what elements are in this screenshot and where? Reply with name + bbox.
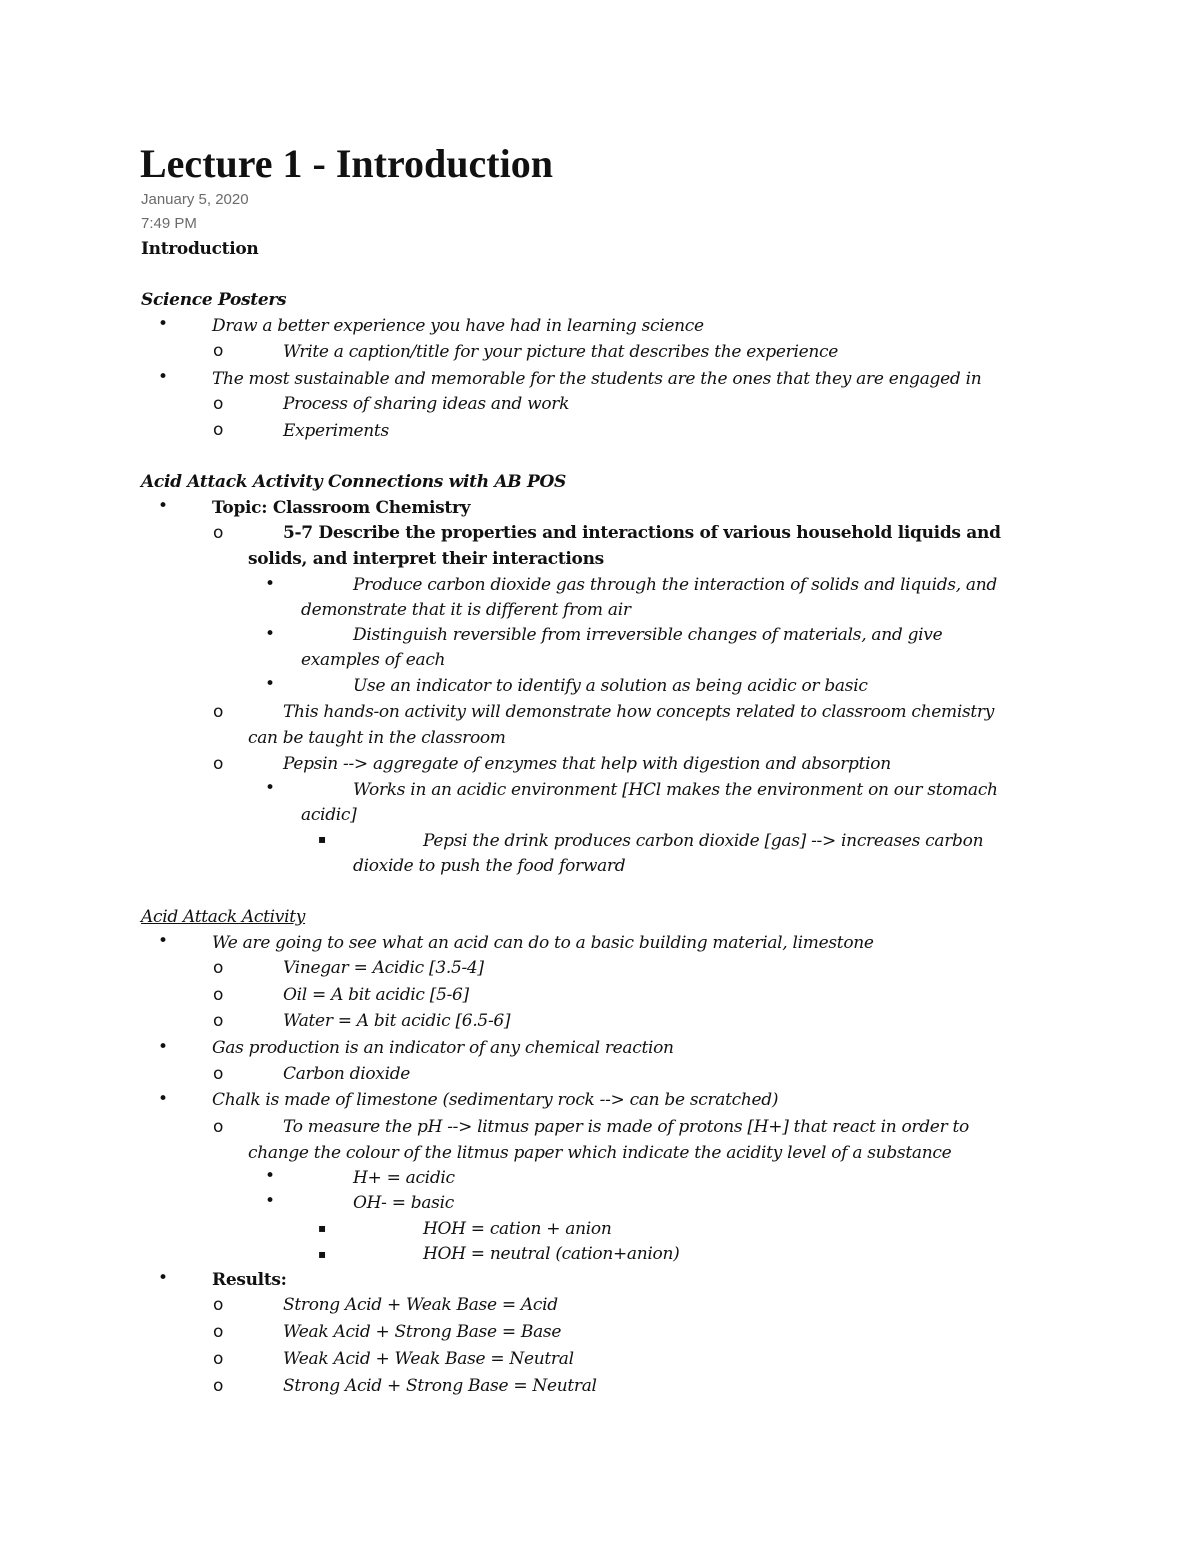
section-heading-acid-attack-activity: Acid Attack Activity (141, 907, 306, 927)
list-item: Pepsi the drink produces carbon dioxide [gas] --> increases carbon (423, 831, 984, 851)
list-item-continuation: acidic] (301, 805, 357, 825)
disc-bullet-icon: • (158, 1268, 169, 1288)
circle-bullet-icon: o (213, 394, 224, 414)
square-bullet-icon: ▪ (318, 832, 327, 846)
list-item-continuation: examples of each (301, 650, 446, 670)
list-item: Use an indicator to identify a solution as being acidic or basic (353, 676, 868, 696)
list-item: Draw a better experience you have had in learning science (212, 316, 704, 336)
list-item: 5-7 Describe the properties and interactions of various household liquids and (283, 523, 1001, 543)
list-item: HOH = cation + anion (423, 1219, 612, 1239)
list-item: Carbon dioxide (283, 1064, 411, 1084)
disc-bullet-icon: • (265, 1191, 276, 1211)
list-item: Distinguish reversible from irreversible changes of materials, and give (353, 625, 943, 645)
disc-bullet-icon: • (158, 496, 169, 516)
page-date: January 5, 2020 (141, 191, 249, 208)
list-item: OH- = basic (353, 1193, 454, 1213)
list-item: This hands-on activity will demonstrate how concepts related to classroom chemistry (283, 702, 995, 722)
list-item: Water = A bit acidic [6.5-6] (283, 1011, 511, 1031)
circle-bullet-icon: o (213, 1295, 224, 1315)
circle-bullet-icon: o (213, 1349, 224, 1369)
circle-bullet-icon: o (213, 341, 224, 361)
page-title: Lecture 1 - Introduction (140, 141, 553, 186)
list-item: Pepsin --> aggregate of enzymes that help with digestion and absorption (283, 754, 891, 774)
list-item: Strong Acid + Strong Base = Neutral (283, 1376, 597, 1396)
list-item-continuation: change the colour of the litmus paper which indicate the acidity level of a substance (248, 1143, 952, 1163)
disc-bullet-icon: • (265, 674, 276, 694)
section-heading-acid-attack-connections: Acid Attack Activity Connections with AB POS (141, 472, 566, 492)
circle-bullet-icon: o (213, 523, 224, 543)
intro-heading: Introduction (141, 239, 259, 259)
circle-bullet-icon: o (213, 958, 224, 978)
list-item: Weak Acid + Strong Base = Base (283, 1322, 562, 1342)
list-item: Process of sharing ideas and work (283, 394, 570, 414)
disc-bullet-icon: • (265, 1166, 276, 1186)
disc-bullet-icon: • (158, 1037, 169, 1057)
list-item-continuation: dioxide to push the food forward (353, 856, 626, 876)
list-item: Gas production is an indicator of any chemical reaction (212, 1038, 674, 1058)
circle-bullet-icon: o (213, 754, 224, 774)
list-item-continuation: can be taught in the classroom (248, 728, 506, 748)
results-label: Results: (212, 1270, 287, 1290)
disc-bullet-icon: • (158, 1089, 169, 1109)
circle-bullet-icon: o (213, 702, 224, 722)
list-item: Works in an acidic environment [HCl makes the environment on our stomach (353, 780, 998, 800)
circle-bullet-icon: o (213, 1376, 224, 1396)
list-item: HOH = neutral (cation+anion) (423, 1244, 680, 1264)
list-item: H+ = acidic (353, 1168, 455, 1188)
disc-bullet-icon: • (158, 314, 169, 334)
list-item: Oil = A bit acidic [5-6] (283, 985, 469, 1005)
list-item: The most sustainable and memorable for the students are the ones that they are engaged in (212, 369, 982, 389)
list-item-continuation: demonstrate that it is different from air (301, 600, 631, 620)
circle-bullet-icon: o (213, 1064, 224, 1084)
page-time: 7:49 PM (141, 215, 197, 232)
section-heading-science-posters: Science Posters (141, 290, 287, 310)
disc-bullet-icon: • (158, 367, 169, 387)
circle-bullet-icon: o (213, 985, 224, 1005)
list-item: Chalk is made of limestone (sedimentary rock --> can be scratched) (212, 1090, 779, 1110)
list-item: Produce carbon dioxide gas through the interaction of solids and liquids, and (353, 575, 997, 595)
circle-bullet-icon: o (213, 1117, 224, 1137)
disc-bullet-icon: • (265, 778, 276, 798)
list-item: Strong Acid + Weak Base = Acid (283, 1295, 558, 1315)
list-item: Write a caption/title for your picture that describes the experience (283, 342, 838, 362)
circle-bullet-icon: o (213, 1322, 224, 1342)
disc-bullet-icon: • (265, 574, 276, 594)
list-item: Weak Acid + Weak Base = Neutral (283, 1349, 574, 1369)
list-item: Experiments (283, 421, 389, 441)
disc-bullet-icon: • (158, 931, 169, 951)
list-item: Topic: Classroom Chemistry (212, 498, 471, 518)
list-item: Vinegar = Acidic [3.5-4] (283, 958, 484, 978)
list-item: We are going to see what an acid can do to a basic building material, limestone (212, 933, 874, 953)
circle-bullet-icon: o (213, 1011, 224, 1031)
list-item-continuation: solids, and interpret their interactions (248, 549, 604, 569)
square-bullet-icon: ▪ (318, 1247, 327, 1261)
disc-bullet-icon: • (265, 624, 276, 644)
square-bullet-icon: ▪ (318, 1221, 327, 1235)
circle-bullet-icon: o (213, 420, 224, 440)
list-item: To measure the pH --> litmus paper is made of protons [H+] that react in order to (283, 1117, 969, 1137)
